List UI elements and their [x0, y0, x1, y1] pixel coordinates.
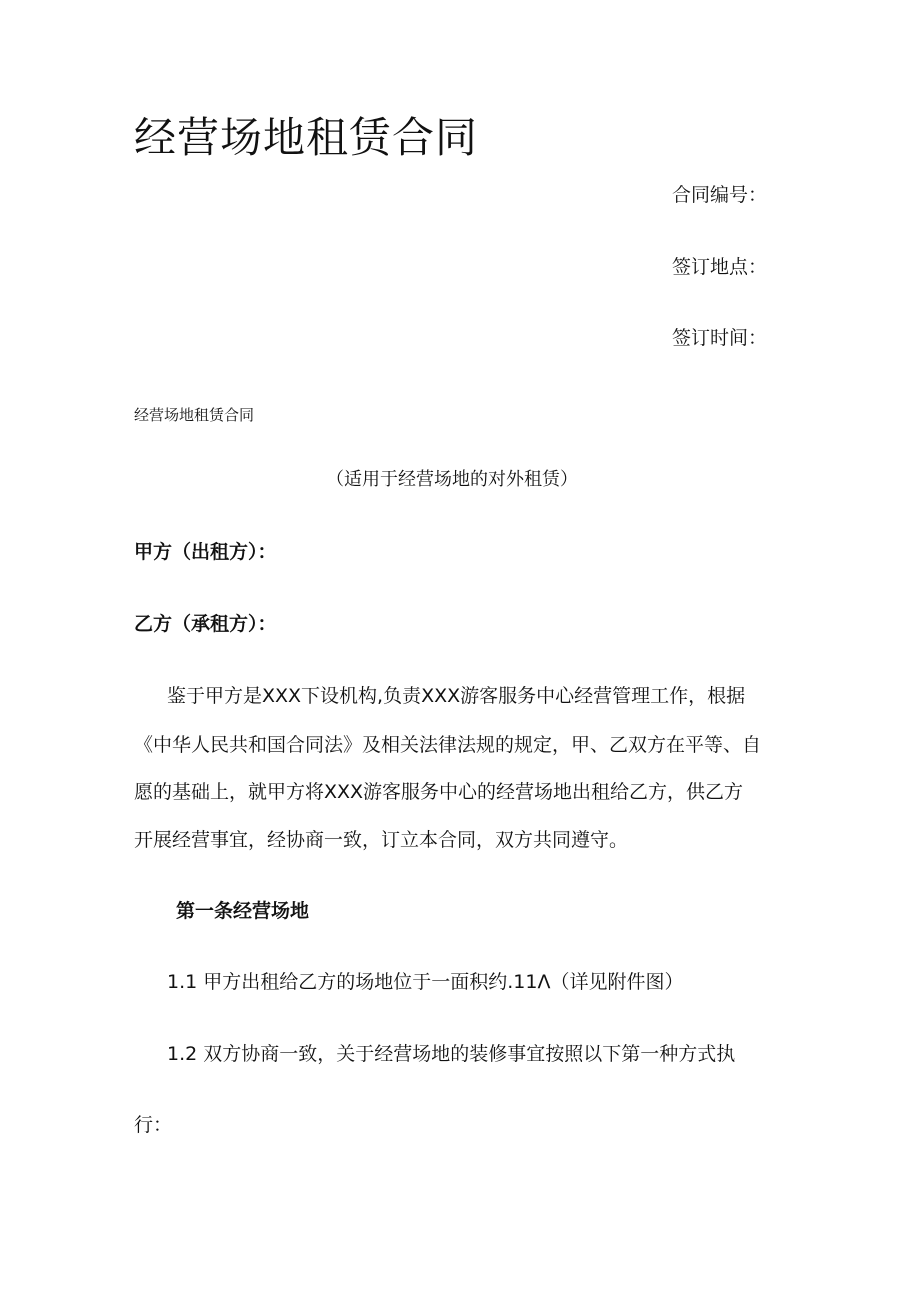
- clause-1-2-line-2: 行：: [134, 1114, 173, 1136]
- document-title: 经营场地租赁合同: [134, 113, 479, 162]
- clause-1-2-line-1: 1.2 双方协商一致，关于经营场地的装修事宜按照以下第一种方式执: [167, 1043, 736, 1065]
- contract-heading: 经营场地租赁合同: [134, 406, 255, 424]
- party-a-label: 甲方（出租方）：: [134, 541, 277, 563]
- article-1-title: 第一条经营场地: [176, 900, 310, 922]
- clause-1-1: 1.1 甲方出租给乙方的场地位于一面积约.11Λ（详见附件图）: [167, 971, 684, 993]
- party-b-label: 乙方（承租方）：: [134, 613, 277, 635]
- contract-subtitle: （适用于经营场地的对外租赁）: [326, 469, 578, 490]
- preamble-line-3: 愿的基础上，就甲方将XXX游客服务中心的经营场地出租给乙方，供乙方: [134, 781, 744, 803]
- preamble-line-2: 《中华人民共和国合同法》及相关法律法规的规定，甲、乙双方在平等、自: [134, 734, 762, 756]
- signing-time-label: 签订时间：: [672, 327, 768, 349]
- contract-number-label: 合同编号：: [672, 184, 768, 206]
- preamble-line-4: 开展经营事宜，经协商一致，订立本合同，双方共同遵守。: [134, 829, 629, 851]
- signing-place-label: 签订地点：: [672, 256, 768, 278]
- preamble-line-1: 鉴于甲方是XXX下设机构,负责XXX游客服务中心经营管理工作，根据: [167, 685, 746, 707]
